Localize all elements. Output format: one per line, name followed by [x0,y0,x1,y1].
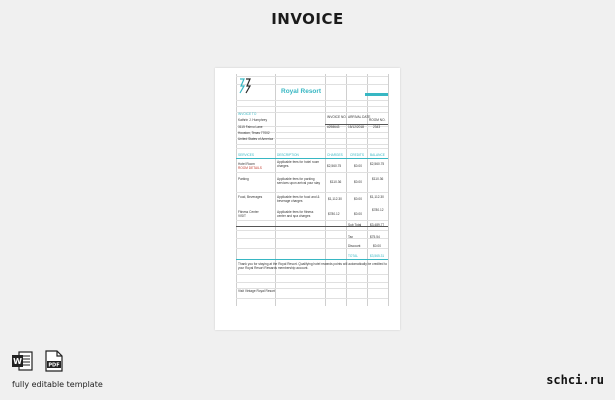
grid-line [236,172,388,173]
discount-value: $0.00 [373,244,381,248]
row-credit: $0.00 [354,164,362,168]
row-service: Hotel Room [238,162,255,166]
customer-name: Kathrin J. Humphrey [238,118,268,122]
page-title: INVOICE [271,10,344,28]
row-service: Food, Beverages [238,195,263,199]
grid-line [236,220,388,221]
table-header-rule [236,158,388,159]
grid-line [388,74,389,306]
grid-line [236,144,388,145]
row-service-note: ROOM DETAILS [238,166,262,170]
row-credit: $0.00 [354,212,362,216]
credits-header: CREDITS [350,153,364,157]
row-service: Parking [238,177,249,181]
grid-line [236,248,388,249]
customer-street: 3115 Fairvu Lane [238,125,263,129]
row-credit: $0.00 [354,197,362,201]
grid-line [236,148,388,149]
grid-line [236,112,388,113]
grid-line [236,100,388,101]
grid-line [346,74,347,306]
description-header: DESCRIPTION [277,153,299,157]
grid-line [236,192,388,193]
row-service-note: VISIT [238,214,246,218]
grid-line [367,74,368,306]
accent-bar [365,93,388,96]
services-header: SERVICES [238,153,255,157]
thank-you-note: Thank you for staying at the Royal Resort. Qualifying hotel rewards points will automatically be credited to your Royal Resort Rewards membership account. [238,262,388,270]
grid-line [236,230,388,231]
customer-country: United States of America [238,137,274,141]
row-charge: $780.12 [328,212,340,216]
room-no-label: ROOM NO. [369,118,386,122]
grid-line [236,282,388,283]
row-charge: $110.36 [330,180,342,184]
row-credit: $0.00 [354,180,362,184]
brand-logo-icon [238,78,252,94]
word-document-icon [10,349,34,373]
customer-city: Houston, Texas 77002 [238,131,270,135]
grid-line [236,74,237,306]
grid-line [236,84,388,85]
grid-line [275,74,276,306]
brand-name: Royal Resort [281,88,322,95]
invoice-no-value: #298643 [327,125,340,129]
grid-line [236,298,388,299]
discount-label: Discount [348,244,361,248]
pdf-document-icon [42,349,66,373]
tax-value: $75.54 [370,235,380,239]
tax-label: Tax [348,235,353,239]
row-description: Applicable fees for food and & beverage charges [277,195,320,203]
arrival-date-label: ARRIVAL DATE [348,115,371,119]
subtotal-label: Sub Total [348,223,362,227]
invoice-to-label: INVOICE TO [238,112,257,116]
row-service: Fitness Center [238,210,259,214]
arrival-date-value: 15/12/2018 [348,125,364,129]
word-icon-letter: W [13,357,22,366]
row-balance: $2,560.75 [370,162,385,166]
row-description: Applicable fees for parking services upon arrival your stay [277,177,321,185]
grid-line [325,74,326,306]
row-description: Applicable fees for hotel room charges. [277,160,320,168]
room-no-value: 2343 [373,125,381,129]
site-watermark[interactable]: schci.ru [546,373,604,387]
subtotal-value: $3,489.77 [370,223,385,227]
grid-line [236,76,388,77]
invoice-no-label: INVOICE NO. [327,115,347,119]
grid-line [236,274,388,275]
total-label: TOTAL [348,254,358,258]
row-balance: $1,112.30 [370,195,384,199]
grid-line [236,106,388,107]
pdf-icon-label: PDF [48,362,60,369]
row-charge: $2,560.75 [327,164,342,168]
total-value: $3,565.31 [370,254,385,258]
row-balance: $780.12 [372,208,384,212]
invoice-sheet [215,68,400,330]
total-rule [236,259,388,260]
footer-caption: fully editable template [12,380,103,389]
row-balance: $110.36 [372,177,384,181]
visit-note: Visit Vintage Royal Resort [238,289,275,293]
row-charge: $1,112.30 [328,197,342,201]
balance-header: BALANCE [370,153,385,157]
row-description: Applicable fees for fitness center and spa charges [277,210,314,218]
charges-header: CHARGES [327,153,343,157]
